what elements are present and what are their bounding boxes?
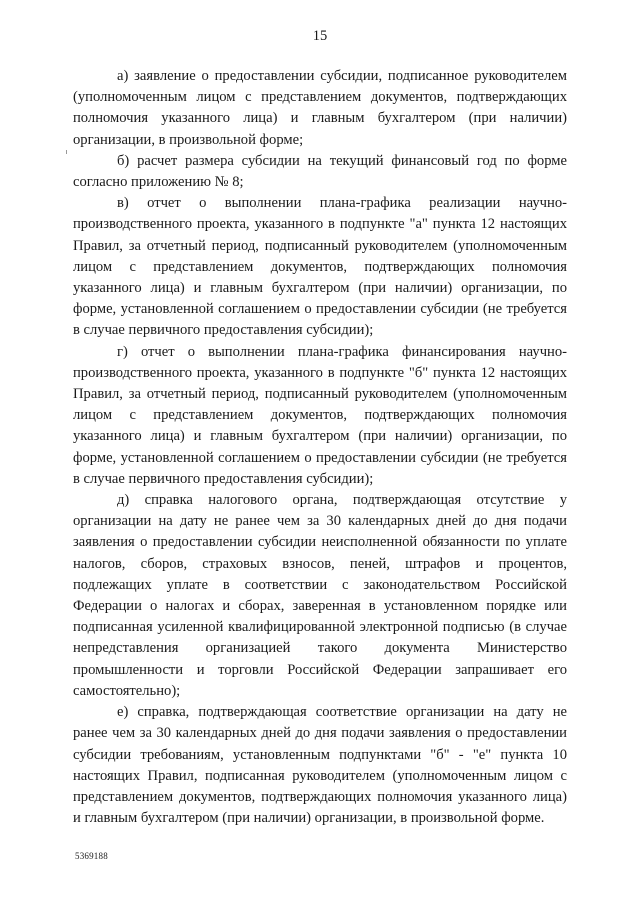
paragraph-b: б) расчет размера субсидии на текущий финансовый год по форме согласно приложению № 8;	[73, 152, 567, 191]
paragraph-e: е) справка, подтверждающая соответствие организации на дату не ранее чем за 30 календарных дней до дня подачи заявления о предоставлении субсидии требованиям, установленным подпунктами "б" - "е" пункта 10 настоящих Правил, подписанная руководителем (уполномоченным лицом с представлением документов, подтверждающих полномочия указанного лица) и главным бухгалтером (при наличии) организации, в произвольной форме.	[73, 704, 567, 827]
paragraph-g: г) отчет о выполнении плана-графика финансирования научно-производственного проекта, указанного в подпункте "б" пункта 12 настоящих Правил, за отчетный период, подписанный руководителем (уполномоченным лицом с представлением документов, подтверждающих полномочия указанного лица) и главным бухгалтером (при наличии) организации, по форме, установленной соглашением о предоставлении субсидии (не требуется в случае первичного предоставления субсидии);	[73, 343, 567, 487]
page-number: 15	[312, 28, 328, 44]
document-id: 5369188	[75, 851, 108, 861]
margin-mark	[66, 150, 67, 154]
paragraph-a: а) заявление о предоставлении субсидии, подписанное руководителем (уполномоченным лицом с представлением документов, подтверждающих полномочия указанного лица) и главным бухгалтером (при наличии) организации, в произвольной форме;	[73, 68, 567, 148]
paragraph-v: в) отчет о выполнении плана-графика реализации научно-производственного проекта, указанного в подпункте "а" пункта 12 настоящих Правил, за отчетный период, подписанный руководителем (уполномоченным лицом с представлением документов, подтверждающих полномочия указанного лица) и главным бухгалтером (при наличии) организации, по форме, установленной соглашением о предоставлении субсидии (не требуется в случае первичного предоставления субсидии);	[73, 195, 567, 339]
document-body	[73, 66, 567, 829]
paragraph-d: д) справка налогового органа, подтверждающая отсутствие у организации на дату не ранее чем за 30 календарных дней до дня подачи заявления о предоставлении субсидии неисполненной обязанности по уплате налогов, сборов, страховых взносов, пеней, штрафов и процентов, подлежащих уплате в соответствии с законодательством Российской Федерации о налогах и сборах, заверенная в установленном порядке или подписанная усиленной квалифицированной электронной подписью (в случае непредставления организацией такого документа Министерство промышленности и торговли Российской Федерации запрашивает его самостоятельно);	[73, 492, 567, 699]
